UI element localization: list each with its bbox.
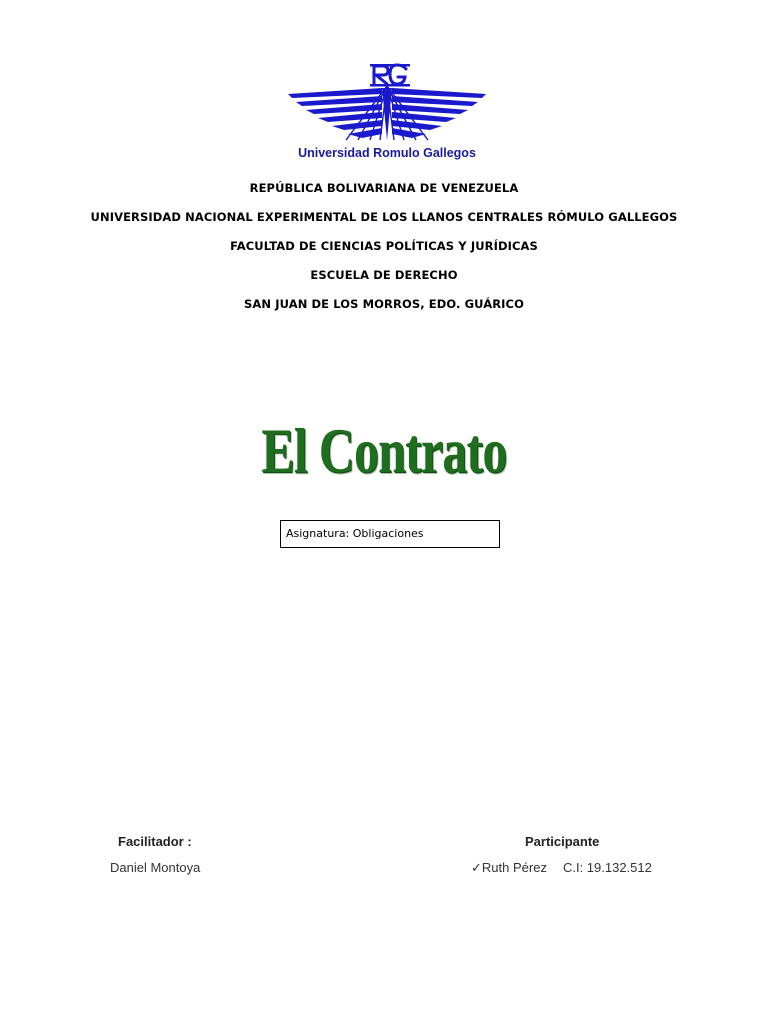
header-line-republic: REPÚBLICA BOLIVARIANA DE VENEZUELA xyxy=(249,181,519,195)
participant-label: Participante xyxy=(525,834,600,849)
institution-header xyxy=(0,178,768,323)
university-logo xyxy=(284,60,490,164)
subject-box xyxy=(280,520,500,548)
header-line-location: SAN JUAN DE LOS MORROS, EDO. GUÁRICO xyxy=(244,297,524,311)
participant-name: Ruth Pérez xyxy=(481,860,547,875)
university-logo-emblem xyxy=(284,60,490,144)
subject-label: Asignatura: Obligaciones xyxy=(286,527,424,540)
facilitator-label: Facilitador : xyxy=(118,834,192,849)
checkmark-icon: ✓ xyxy=(471,860,482,875)
document-title: El Contrato xyxy=(261,415,507,486)
facilitator-name: Daniel Montoya xyxy=(110,860,201,875)
participant-row xyxy=(471,860,652,876)
header-line-university: UNIVERSIDAD NACIONAL EXPERIMENTAL DE LOS LLANOS CENTRALES RÓMULO GALLEGOS xyxy=(90,210,678,224)
participant-id: C.I: 19.132.512 xyxy=(562,860,652,875)
logo-caption: Universidad Romulo Gallegos xyxy=(298,146,476,160)
header-line-school: ESCUELA DE DERECHO xyxy=(310,268,458,282)
header-line-faculty: FACULTAD DE CIENCIAS POLÍTICAS Y JURÍDICAS xyxy=(230,239,538,253)
